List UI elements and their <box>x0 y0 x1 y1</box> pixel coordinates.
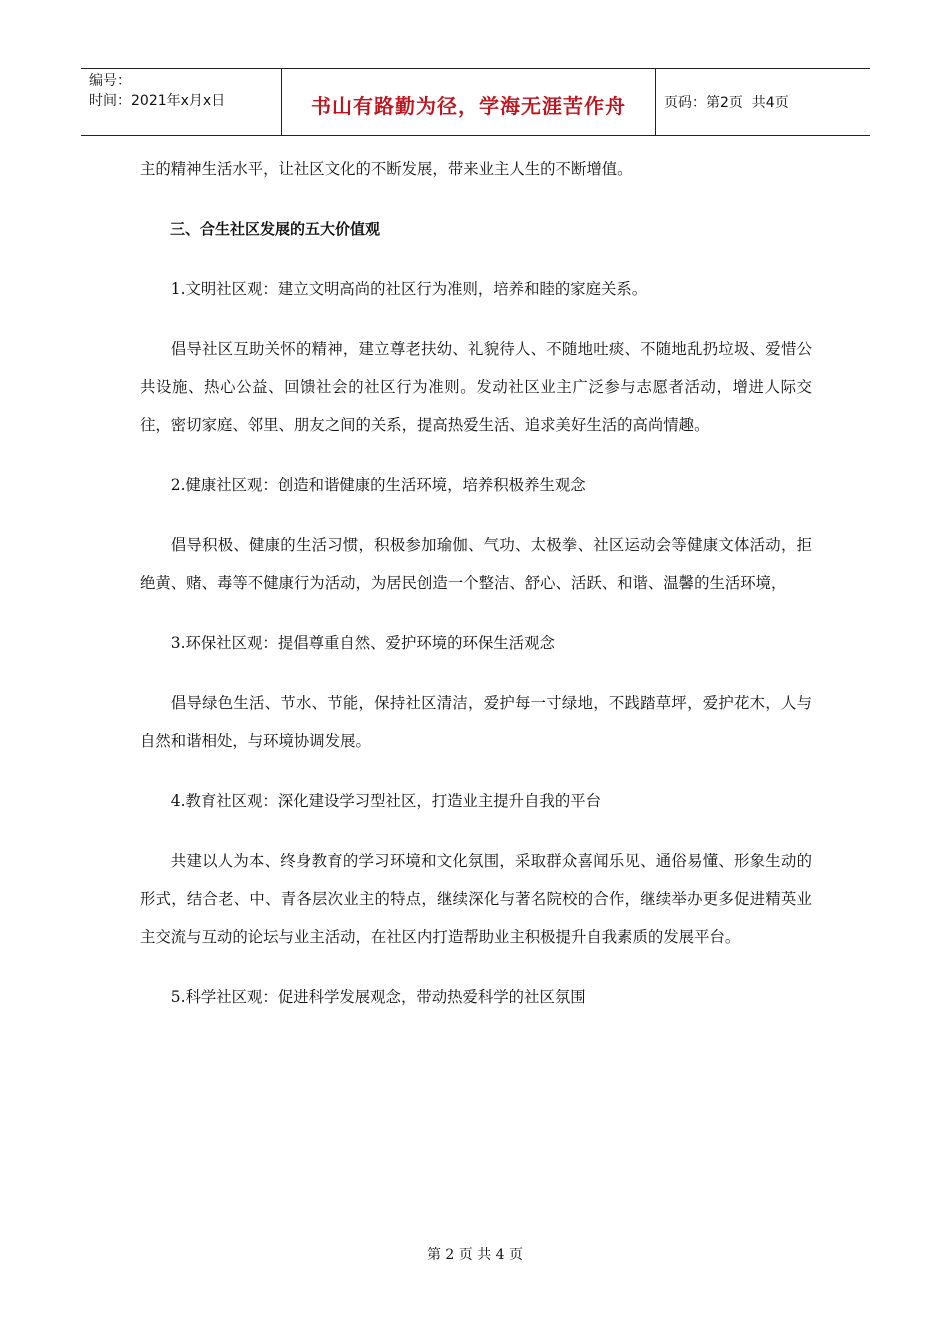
section-heading: 三、合生社区发展的五大价值观 <box>170 220 381 238</box>
body-paragraph: 主的精神生活水平，让社区文化的不断发展，带来业主人生的不断增值。 <box>140 160 633 178</box>
body-paragraph: 倡导积极、健康的生活习惯，积极参加瑜伽、气功、太极拳、社区运动会等健康文体活动，拒绝黄、赌、毒等不健康行为活动，为居民创造一个整洁、舒心、活跃、和谐、温馨的生活环境， <box>140 536 812 592</box>
subsection-heading: 4.教育社区观：深化建设学习型社区，打造业主提升自我的平台 <box>170 792 602 810</box>
body-paragraph: 倡导社区互助关怀的精神，建立尊老扶幼、礼貌待人、不随地吐痰、不随地乱扔垃圾、爱惜公共设施、热心公益、回馈社会的社区行为准则。发动社区业主广泛参与志愿者活动，增进人际交往，密切家庭、邻里、朋友之间的关系，提高热爱生活、追求美好生活的高尚情趣。 <box>140 340 812 434</box>
body-paragraph: 倡导绿色生活、节水、节能，保持社区清洁，爱护每一寸绿地，不践踏草坪，爱护花木，人与自然和谐相处，与环境协调发展。 <box>140 694 812 750</box>
header-meta <box>81 69 282 135</box>
header-motto: 书山有路勤为径，学海无涯苦作舟 <box>282 69 656 135</box>
document-date: 时间：2021年x月x日 <box>89 93 226 109</box>
body-paragraph: 共建以人为本、终身教育的学习环境和文化氛围，采取群众喜闻乐见、通俗易懂、形象生动的形式，结合老、中、青各层次业主的特点，继续深化与著名院校的合作，继续举办更多促进精英业主交流与互动的论坛与业主活动，在社区内打造帮助业主积极提升自我素质的发展平台。 <box>140 852 812 946</box>
page-header <box>81 68 870 136</box>
subsection-heading: 1.文明社区观：建立文明高尚的社区行为准则，培养和睦的家庭关系。 <box>170 280 648 298</box>
page-footer: 第 2 页 共 4 页 <box>426 1247 524 1263</box>
document-body <box>140 150 812 1016</box>
subsection-heading: 5.科学社区观：促进科学发展观念，带动热爱科学的社区氛围 <box>170 988 586 1006</box>
subsection-heading: 3.环保社区观：提倡尊重自然、爱护环境的环保生活观念 <box>170 634 555 652</box>
subsection-heading: 2.健康社区观：创造和谐健康的生活环境，培养积极养生观念 <box>170 476 586 494</box>
document-number-label: 编号： <box>89 73 131 89</box>
header-page-info: 页码：第2页 共4页 <box>664 95 789 111</box>
